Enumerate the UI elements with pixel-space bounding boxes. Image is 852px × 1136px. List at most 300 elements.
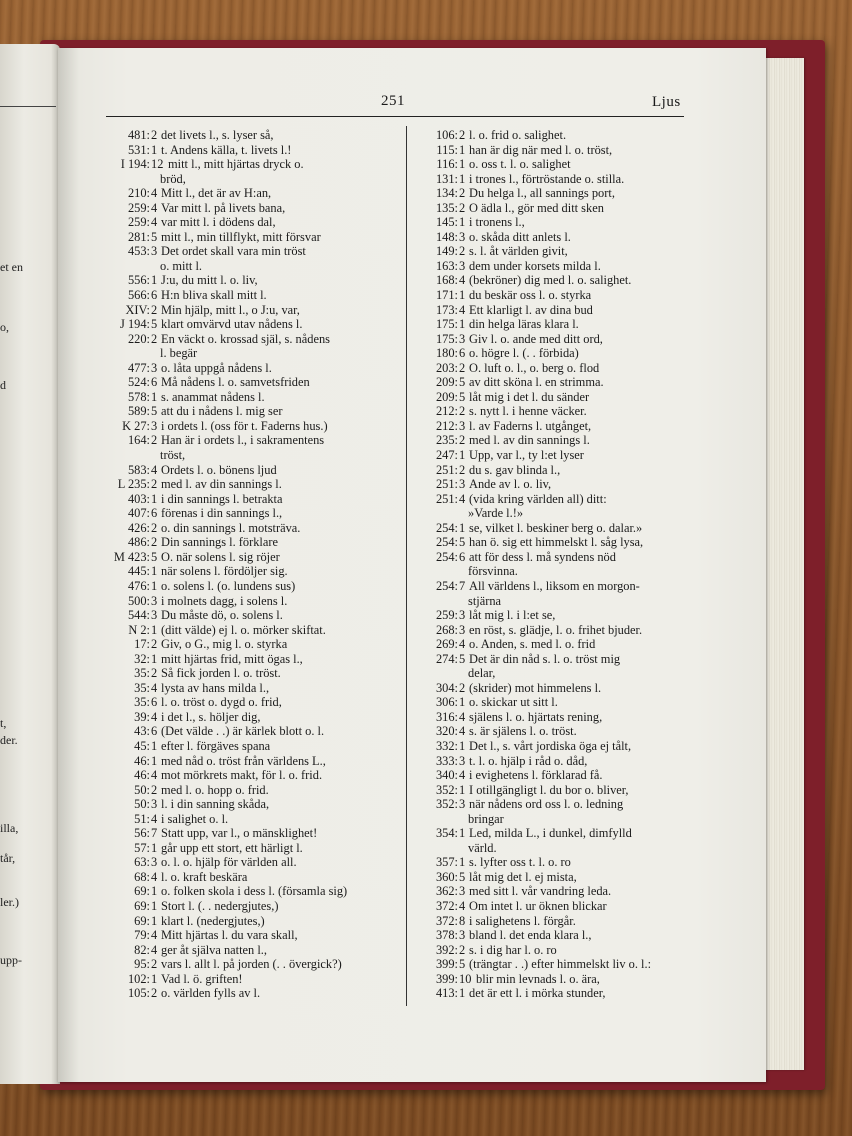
entry-reference: 148: xyxy=(435,229,458,244)
entry-text: din helga läras klara l. xyxy=(469,317,579,332)
entry-text: Ande av l. o. liv, xyxy=(469,477,552,492)
entry-reference: 171: xyxy=(435,288,458,303)
entry-reference: 180: xyxy=(435,346,458,361)
entry-verse-number: 4 xyxy=(151,869,158,884)
entry-verse-number: 1 xyxy=(459,986,466,1001)
entry-text: (bekröner) dig med l. o. salighet. xyxy=(469,273,632,288)
entry-text: s. i dig har l. o. ro xyxy=(469,942,557,957)
entry-reference: 63: xyxy=(134,855,150,870)
entry-reference: 304: xyxy=(435,680,458,695)
entry-text: (Det välde . .) är kärlek blott o. l. xyxy=(161,724,325,739)
entry-text: Giv l. o. ande med ditt ord, xyxy=(469,331,603,346)
entry-verse-number: 5 xyxy=(459,535,466,550)
index-entry xyxy=(418,855,696,870)
index-entry xyxy=(98,986,400,1001)
index-entry xyxy=(418,186,696,201)
entry-verse-number: 6 xyxy=(459,346,466,361)
entry-verse-number: 6 xyxy=(151,724,158,739)
entry-text: Det ordet skall vara min tröst xyxy=(161,244,306,259)
index-entry xyxy=(418,579,696,594)
book-page xyxy=(58,48,766,1082)
index-entry xyxy=(418,375,696,390)
index-entry xyxy=(98,564,400,579)
entry-reference: 102: xyxy=(127,971,150,986)
index-entry xyxy=(98,303,400,318)
entry-reference: 175: xyxy=(435,331,458,346)
entry-reference: 79: xyxy=(134,928,150,943)
index-entry xyxy=(418,215,696,230)
entry-text: med nåd o. tröst från världens L., xyxy=(161,753,326,768)
index-entry xyxy=(418,768,696,783)
entry-verse-number: 5 xyxy=(459,869,466,884)
entry-text: o. högre l. (. . förbida) xyxy=(469,346,579,361)
index-entry xyxy=(418,914,696,929)
entry-verse-number: 3 xyxy=(459,753,466,768)
entry-text: en röst, s. glädje, l. o. frihet bjuder. xyxy=(469,622,643,637)
entry-verse-number: 3 xyxy=(459,622,466,637)
index-entry xyxy=(418,346,696,361)
entry-verse-number: 3 xyxy=(459,258,466,273)
entry-verse-number: 10 xyxy=(459,971,472,986)
entry-verse-number: 3 xyxy=(151,360,158,375)
entry-reference: 69: xyxy=(134,913,150,928)
entry-reference: 399: xyxy=(435,957,458,972)
index-entry xyxy=(98,739,400,754)
index-entry xyxy=(98,143,400,158)
entry-text: Min hjälp, mitt l., o J:u, var, xyxy=(161,302,300,317)
index-entry xyxy=(98,724,400,739)
entry-text: t. Andens källa, t. livets l.! xyxy=(161,142,292,157)
entry-text: efter l. förgäves spana xyxy=(161,738,271,753)
entry-verse-number: 2 xyxy=(459,360,466,375)
entry-reference: 259: xyxy=(127,200,150,215)
entry-reference: 589: xyxy=(127,404,150,419)
entry-verse-number: 8 xyxy=(459,913,466,928)
left-page-fragment: der. xyxy=(0,733,18,747)
entry-reference: 254: xyxy=(435,535,458,550)
entry-text: o. skåda ditt anlets l. xyxy=(469,229,571,244)
column-divider xyxy=(406,126,407,1006)
index-entry-continuation xyxy=(98,259,400,274)
index-entry xyxy=(418,463,696,478)
index-entry xyxy=(418,884,696,899)
index-entry xyxy=(98,128,400,143)
index-entry xyxy=(418,623,696,638)
left-page-fragment: ler.) xyxy=(0,895,19,909)
index-entry xyxy=(418,608,696,623)
entry-reference: 524: xyxy=(127,375,150,390)
entry-reference: 149: xyxy=(435,244,458,259)
index-entry xyxy=(418,404,696,419)
entry-verse-number: 4 xyxy=(151,200,158,215)
entry-verse-number: 6 xyxy=(151,506,158,521)
index-entry-continuation xyxy=(98,346,400,361)
entry-text: l. av Faderns l. utgånget, xyxy=(469,418,592,433)
entry-reference: 320: xyxy=(435,724,458,739)
index-entry xyxy=(418,433,696,448)
entry-reference: 544: xyxy=(127,608,150,623)
entry-text: när nådens ord oss l. o. ledning xyxy=(469,797,624,812)
entry-reference: 203: xyxy=(435,360,458,375)
entry-verse-number: 3 xyxy=(459,797,466,812)
entry-text: stjärna xyxy=(468,593,502,608)
entry-text: Stort l. (. . nedergjutes,) xyxy=(161,898,279,913)
entry-text: All världens l., liksom en morgon- xyxy=(469,578,640,593)
entry-text: o. låta uppgå nådens l. xyxy=(161,360,272,375)
entry-verse-number: 2 xyxy=(151,782,158,797)
left-page-fragment: o, xyxy=(0,320,9,334)
entry-text: själens l. o. hjärtats rening, xyxy=(469,709,603,724)
entry-text: i salighetens l. förgår. xyxy=(469,913,576,928)
index-entry xyxy=(418,710,696,725)
entry-reference: 212: xyxy=(435,404,458,419)
index-entry xyxy=(418,128,696,143)
entry-reference: 500: xyxy=(127,593,150,608)
entry-reference: M 423: xyxy=(113,549,150,564)
entry-verse-number: 4 xyxy=(459,491,466,506)
left-page-fragment: d xyxy=(0,378,6,392)
index-entry xyxy=(98,666,400,681)
entry-text: låt mig det l. ej mista, xyxy=(469,869,577,884)
index-entry xyxy=(98,157,400,172)
entry-verse-number: 1 xyxy=(459,157,466,172)
index-entry-continuation xyxy=(418,506,696,521)
entry-verse-number: 1 xyxy=(151,898,158,913)
entry-text: Ordets l. o. bönens ljud xyxy=(161,462,277,477)
entry-verse-number: 2 xyxy=(151,535,158,550)
entry-reference: 306: xyxy=(435,695,458,710)
index-entry xyxy=(98,215,400,230)
entry-text: Upp, var l., ty l:et lyser xyxy=(469,448,584,463)
entry-reference: 357: xyxy=(435,855,458,870)
index-entry xyxy=(98,652,400,667)
entry-reference: 247: xyxy=(435,448,458,463)
index-entry xyxy=(418,172,696,187)
entry-verse-number: 1 xyxy=(151,651,158,666)
entry-verse-number: 2 xyxy=(151,128,158,142)
entry-reference: 399: xyxy=(435,971,458,986)
entry-verse-number: 5 xyxy=(459,651,466,666)
left-column xyxy=(98,128,400,1001)
index-entry xyxy=(98,899,400,914)
index-entry xyxy=(98,390,400,405)
entry-text: i ordets l. (oss för t. Faderns hus.) xyxy=(161,418,328,433)
entry-text: delar, xyxy=(468,666,496,681)
entry-reference: 352: xyxy=(435,797,458,812)
entry-text: t. l. o. hjälp i råd o. dåd, xyxy=(469,753,588,768)
entry-verse-number: 4 xyxy=(151,186,158,201)
entry-verse-number: 4 xyxy=(459,768,466,783)
index-entry xyxy=(418,244,696,259)
entry-verse-number: 3 xyxy=(151,244,158,259)
entry-reference: L 235: xyxy=(117,477,150,492)
entry-verse-number: 6 xyxy=(151,375,158,390)
index-entry xyxy=(98,637,400,652)
index-entry xyxy=(418,783,696,798)
index-entry xyxy=(418,273,696,288)
entry-text: mitt l., mitt hjärtas dryck o. xyxy=(168,157,304,172)
index-entry xyxy=(98,492,400,507)
entry-verse-number: 2 xyxy=(459,404,466,419)
index-entry xyxy=(98,608,400,623)
entry-text: du beskär oss l. o. styrka xyxy=(469,288,592,303)
entry-verse-number: 1 xyxy=(151,273,158,288)
entry-verse-number: 1 xyxy=(151,142,158,157)
index-entry xyxy=(418,492,696,507)
entry-verse-number: 3 xyxy=(151,855,158,870)
index-entry xyxy=(418,957,696,972)
entry-verse-number: 1 xyxy=(459,738,466,753)
index-entry xyxy=(418,826,696,841)
entry-verse-number: 12 xyxy=(151,157,164,172)
entry-text: går upp ett stort, ett härligt l. xyxy=(161,840,303,855)
entry-reference: XIV: xyxy=(125,302,150,317)
entry-reference: 372: xyxy=(435,913,458,928)
index-entry xyxy=(98,550,400,565)
entry-verse-number: 3 xyxy=(151,608,158,623)
entry-verse-number: 1 xyxy=(459,782,466,797)
entry-verse-number: 1 xyxy=(459,317,466,332)
entry-text: o. l. o. hjälp för världen all. xyxy=(161,855,297,870)
entry-verse-number: 3 xyxy=(459,418,466,433)
entry-reference: 352: xyxy=(435,782,458,797)
entry-text: med sitt l. vår vandring leda. xyxy=(469,884,612,899)
right-column xyxy=(418,128,696,1001)
entry-text: l. begär xyxy=(160,346,198,361)
entry-text: Det är din nåd s. l. o. tröst mig xyxy=(469,651,621,666)
entry-verse-number: 1 xyxy=(459,171,466,186)
entry-text: l. o. tröst o. dygd o. frid, xyxy=(161,695,282,710)
entry-reference: 68: xyxy=(134,869,150,884)
entry-reference: 403: xyxy=(127,491,150,506)
entry-text: o. Anden, s. med l. o. frid xyxy=(469,637,596,652)
index-entry xyxy=(98,870,400,885)
page-number: 251 xyxy=(381,93,405,109)
entry-verse-number: 4 xyxy=(459,273,466,288)
entry-verse-number: 2 xyxy=(459,942,466,957)
index-entry xyxy=(98,273,400,288)
entry-text: förenas i din sannings l., xyxy=(161,506,283,521)
index-entry xyxy=(98,623,400,638)
entry-reference: 220: xyxy=(127,331,150,346)
entry-reference: 486: xyxy=(127,535,150,550)
entry-verse-number: 4 xyxy=(151,811,158,826)
entry-text: med l. av din sannings l. xyxy=(469,433,590,448)
entry-verse-number: 3 xyxy=(459,608,466,623)
entry-reference: 392: xyxy=(435,942,458,957)
entry-text: i det l., s. höljer dig, xyxy=(161,709,261,724)
entry-text: Mitt hjärtas l. du vara skall, xyxy=(161,928,298,943)
entry-text: Vad l. ö. griften! xyxy=(161,971,243,986)
index-entry xyxy=(418,259,696,274)
entry-text: mitt l., min tillflykt, mitt försvar xyxy=(161,229,321,244)
entry-text: o. skickar ut sitt l. xyxy=(469,695,558,710)
index-entry xyxy=(418,652,696,667)
entry-text: s. anammat nådens l. xyxy=(161,389,265,404)
entry-reference: 210: xyxy=(127,186,150,201)
entry-verse-number: 3 xyxy=(151,418,158,433)
entry-reference: 39: xyxy=(134,709,150,724)
index-entry xyxy=(418,288,696,303)
entry-verse-number: 2 xyxy=(151,986,158,1001)
entry-text: var mitt l. i dödens dal, xyxy=(161,215,276,230)
entry-reference: 35: xyxy=(134,695,150,710)
entry-text: Du måste dö, o. solens l. xyxy=(161,608,283,623)
index-entry xyxy=(98,783,400,798)
entry-text: mitt hjärtas frid, mitt ögas l., xyxy=(161,651,303,666)
entry-reference: 115: xyxy=(436,142,458,157)
entry-verse-number: 2 xyxy=(459,200,466,215)
index-entry xyxy=(418,928,696,943)
index-entry xyxy=(418,535,696,550)
entry-verse-number: 4 xyxy=(151,462,158,477)
left-page-fragment: illa, xyxy=(0,821,19,835)
entry-reference: 32: xyxy=(134,651,150,666)
entry-text: (vida kring världen all) ditt: xyxy=(469,491,607,506)
index-entry xyxy=(98,797,400,812)
entry-reference: 106: xyxy=(435,128,458,142)
left-page-fragment: upp- xyxy=(0,953,22,967)
entry-verse-number: 1 xyxy=(151,622,158,637)
entry-text: Statt upp, var l., o mänsklighet! xyxy=(161,826,318,841)
entry-text: värld. xyxy=(468,840,497,855)
entry-verse-number: 3 xyxy=(459,331,466,346)
entry-verse-number: 2 xyxy=(151,520,158,535)
entry-verse-number: 4 xyxy=(459,637,466,652)
entry-verse-number: 1 xyxy=(151,578,158,593)
entry-text: det livets l., s. lyser så, xyxy=(161,128,274,142)
entry-text: låt mig i det l. du sänder xyxy=(469,389,590,404)
index-entry xyxy=(418,521,696,536)
entry-verse-number: 4 xyxy=(151,768,158,783)
entry-verse-number: 2 xyxy=(459,186,466,201)
index-entry xyxy=(98,972,400,987)
left-page-edge xyxy=(0,44,60,1084)
index-entry-continuation xyxy=(418,841,696,856)
entry-text: Så fick jorden l. o. tröst. xyxy=(161,666,281,681)
index-entry xyxy=(98,681,400,696)
index-entry xyxy=(418,419,696,434)
entry-reference: 35: xyxy=(134,680,150,695)
entry-verse-number: 4 xyxy=(459,302,466,317)
index-entry xyxy=(418,550,696,565)
entry-text: J:u, du mitt l. o. liv, xyxy=(161,273,258,288)
entry-text: l. i din sanning skåda, xyxy=(161,797,270,812)
entry-text: försvinna. xyxy=(468,564,518,579)
entry-verse-number: 2 xyxy=(151,666,158,681)
index-entry xyxy=(98,957,400,972)
entry-reference: 453: xyxy=(127,244,150,259)
page-stack-edges xyxy=(760,58,804,1070)
entry-text: i trones l., förtröstande o. stilla. xyxy=(469,171,625,186)
entry-reference: 251: xyxy=(435,477,458,492)
index-entry-continuation xyxy=(418,564,696,579)
entry-text: dem under korsets milda l. xyxy=(469,258,601,273)
index-entry xyxy=(98,433,400,448)
entry-verse-number: 2 xyxy=(459,680,466,695)
entry-reference: 57: xyxy=(134,840,150,855)
entry-text: ger åt själva natten l., xyxy=(161,942,267,957)
entry-text: med l. av din sannings l. xyxy=(161,477,282,492)
index-entry xyxy=(98,943,400,958)
entry-verse-number: 1 xyxy=(459,448,466,463)
index-entry xyxy=(418,157,696,172)
entry-text: att för dess l. må syndens nöd xyxy=(469,549,616,564)
entry-verse-number: 4 xyxy=(459,898,466,913)
index-entry xyxy=(418,303,696,318)
entry-reference: 50: xyxy=(134,797,150,812)
index-entry xyxy=(98,928,400,943)
entry-text: Om intet l. ur öknen blickar xyxy=(469,898,607,913)
entry-text: Led, milda L., i dunkel, dimfylld xyxy=(469,826,632,841)
entry-text: i din sannings l. betrakta xyxy=(161,491,283,506)
entry-verse-number: 1 xyxy=(151,738,158,753)
entry-reference: 212: xyxy=(435,418,458,433)
entry-text: l. o. kraft beskära xyxy=(161,869,248,884)
entry-verse-number: 2 xyxy=(151,957,158,972)
entry-reference: 583: xyxy=(127,462,150,477)
index-entry xyxy=(98,375,400,390)
entry-text: O ädla l., gör med ditt sken xyxy=(469,200,604,215)
entry-reference: 254: xyxy=(435,578,458,593)
entry-reference: 274: xyxy=(435,651,458,666)
entry-reference: 235: xyxy=(435,433,458,448)
index-entry xyxy=(418,681,696,696)
index-entry xyxy=(98,506,400,521)
left-page-fragment: tår, xyxy=(0,851,16,865)
entry-text: bland l. det enda klara l., xyxy=(469,928,592,943)
entry-reference: 56: xyxy=(134,826,150,841)
entry-text: i salighet o. l. xyxy=(161,811,229,826)
entry-text: Ett klarligt l. av dina bud xyxy=(469,302,593,317)
entry-verse-number: 2 xyxy=(459,462,466,477)
entry-text: mot mörkrets makt, för l. o. frid. xyxy=(161,768,323,783)
entry-verse-number: 2 xyxy=(459,244,466,259)
entry-reference: 105: xyxy=(127,986,150,1001)
entry-verse-number: 2 xyxy=(459,128,466,142)
entry-text: s. är själens l. o. tröst. xyxy=(469,724,577,739)
index-entry xyxy=(98,914,400,929)
index-entry xyxy=(98,826,400,841)
entry-text: o. oss t. l. o. salighet xyxy=(469,157,571,172)
entry-text: när solens l. fördöljer sig. xyxy=(161,564,288,579)
index-entry xyxy=(98,521,400,536)
index-entry xyxy=(418,477,696,492)
entry-text: klart l. (nedergjutes,) xyxy=(161,913,265,928)
entry-reference: 531: xyxy=(127,142,150,157)
entry-reference: 209: xyxy=(435,375,458,390)
entry-reference: 163: xyxy=(435,258,458,273)
entry-text: han ö. sig ett himmelskt l. såg lysa, xyxy=(469,535,644,550)
entry-verse-number: 3 xyxy=(151,797,158,812)
entry-verse-number: 1 xyxy=(151,389,158,404)
index-entry xyxy=(98,594,400,609)
entry-verse-number: 2 xyxy=(459,433,466,448)
entry-reference: 251: xyxy=(435,491,458,506)
entry-text: »Varde l.!» xyxy=(468,506,524,521)
entry-text: du s. gav blinda l., xyxy=(469,462,561,477)
entry-reference: K 27: xyxy=(122,418,150,433)
entry-verse-number: 3 xyxy=(459,928,466,943)
entry-reference: 46: xyxy=(134,768,150,783)
entry-text: l. o. frid o. salighet. xyxy=(469,128,567,142)
index-entry-continuation xyxy=(98,448,400,463)
entry-reference: 566: xyxy=(127,288,150,303)
entry-verse-number: 2 xyxy=(151,477,158,492)
running-head: Ljus xyxy=(652,94,681,110)
index-entry xyxy=(98,317,400,332)
entry-text: o. solens l. (o. lundens sus) xyxy=(161,578,296,593)
